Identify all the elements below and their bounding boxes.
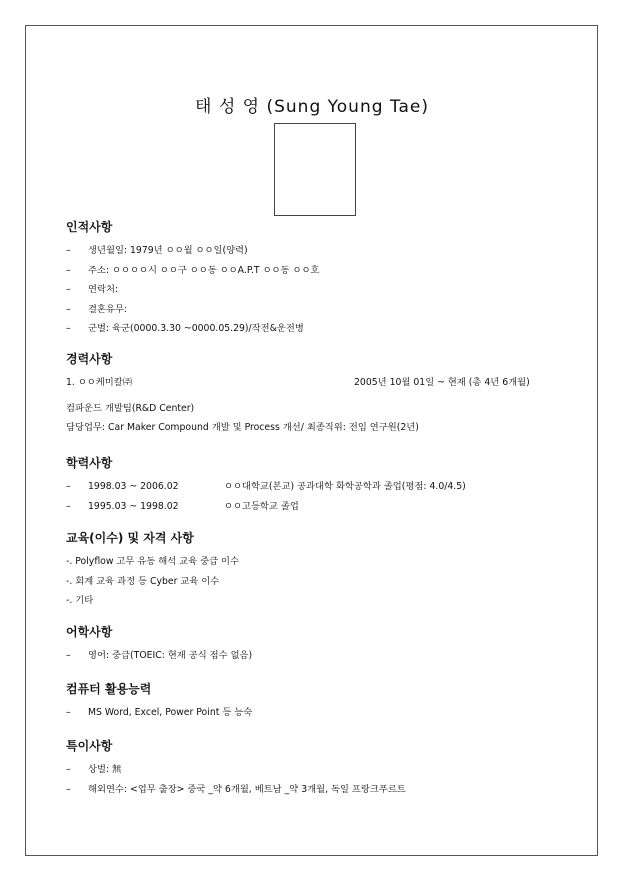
education-row: – 1995.03 ~ 1998.02 ㅇㅇ고등학교 졸업 bbox=[66, 497, 586, 517]
list-item: – 군별: 육군(0000.3.30 ~0000.05.29)/작전&운전병 bbox=[66, 323, 304, 334]
career-heading: 경력사항 bbox=[66, 352, 113, 366]
training-section bbox=[66, 530, 586, 611]
education-heading: 학력사항 bbox=[66, 456, 113, 470]
education-desc: ㅇㅇ고등학교 졸업 bbox=[224, 500, 299, 512]
special-section bbox=[66, 738, 586, 799]
list-item: -. 기타 bbox=[66, 595, 94, 606]
list-item: – 해외연수: <업무 출장> 중국 _약 6개월, 베트남 _약 3개월, 독일 프랑크푸르트 bbox=[66, 783, 406, 795]
education-period: 1995.03 ~ 1998.02 bbox=[88, 500, 179, 512]
computer-heading: 컴퓨터 활용능력 bbox=[66, 682, 152, 696]
list-item: – 결혼유무: bbox=[66, 303, 128, 315]
career-duty: 담당업무: Car Maker Compound 개발 및 Process 개선/ 최종직위: 전임 연구원(2년) bbox=[66, 422, 419, 433]
career-company-row bbox=[66, 373, 586, 393]
personal-heading: 인적사항 bbox=[66, 220, 113, 234]
photo-placeholder bbox=[274, 123, 356, 216]
language-heading: 어학사항 bbox=[66, 625, 113, 639]
list-item: – 상벌: 無 bbox=[66, 764, 122, 775]
list-item: – 영어: 중급(TOEIC: 현재 공식 점수 없음) bbox=[66, 650, 253, 661]
list-item: – 주소: ㅇㅇㅇㅇ시 ㅇㅇ구 ㅇㅇ동 ㅇㅇA.P.T ㅇㅇ동 ㅇㅇ호 bbox=[66, 264, 320, 276]
personal-section bbox=[66, 219, 586, 339]
computer-section bbox=[66, 681, 586, 723]
list-item: -. 회계 교육 과정 등 Cyber 교육 이수 bbox=[66, 575, 220, 587]
list-item: – MS Word, Excel, Power Point 등 능숙 bbox=[66, 707, 253, 718]
resume-title: 태 성 영 (Sung Young Tae) bbox=[195, 97, 429, 117]
career-company: 1. ㅇㅇ케미칼㈜ bbox=[66, 377, 133, 388]
education-section bbox=[66, 455, 586, 516]
language-section bbox=[66, 624, 586, 666]
special-heading: 특이사항 bbox=[66, 739, 113, 753]
career-section bbox=[66, 351, 586, 438]
list-item: -. Polyflow 고무 유동 해석 교육 중급 이수 bbox=[66, 556, 239, 567]
list-item: – 생년월일: 1979년 ㅇㅇ월 ㅇㅇ일(양력) bbox=[66, 245, 248, 256]
education-row: – 1998.03 ~ 2006.02 ㅇㅇ대학교(본교) 공과대학 화학공학과 졸업(평점: 4.0/4.5) bbox=[66, 477, 586, 497]
career-period: 2005년 10월 01일 ~ 현재 (총 4년 6개월) bbox=[354, 377, 530, 388]
training-heading: 교육(이수) 및 자격 사항 bbox=[66, 531, 194, 545]
career-dept: 컴파운드 개발팀(R&D Center) bbox=[66, 402, 195, 414]
education-period: 1998.03 ~ 2006.02 bbox=[88, 481, 179, 492]
list-item: – 연락처: bbox=[66, 284, 119, 295]
education-desc: ㅇㅇ대학교(본교) 공과대학 화학공학과 졸업(평점: 4.0/4.5) bbox=[224, 481, 466, 492]
